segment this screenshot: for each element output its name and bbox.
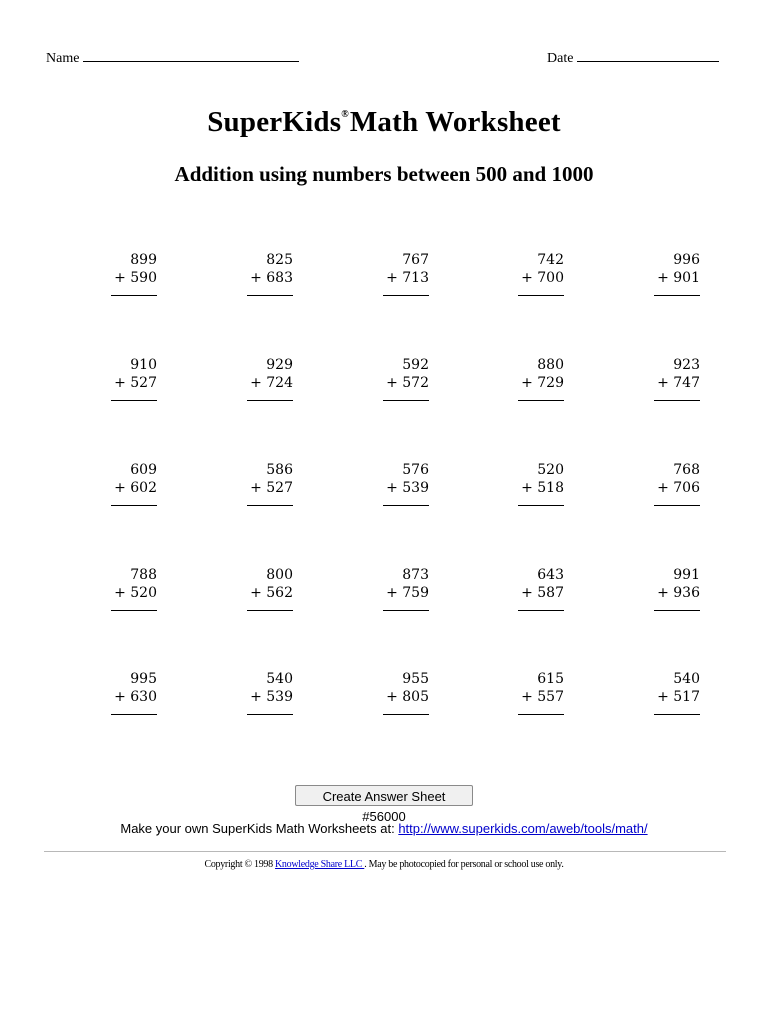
answer-line bbox=[654, 505, 700, 506]
problem-1-2 bbox=[233, 251, 293, 296]
answer-line bbox=[247, 610, 293, 611]
addend-bottom: + 562 bbox=[250, 585, 293, 601]
superkids-tools-link[interactable]: http://www.superkids.com/aweb/tools/math/ bbox=[398, 821, 648, 836]
answer-line bbox=[383, 714, 429, 715]
answer-line bbox=[111, 295, 157, 296]
addend-top: 520 bbox=[537, 462, 564, 478]
addend-top: 923 bbox=[673, 357, 700, 373]
title-brand: SuperKids bbox=[207, 106, 342, 138]
addend-bottom: + 527 bbox=[114, 375, 157, 391]
addend-top: 643 bbox=[537, 567, 564, 583]
addend-bottom: + 729 bbox=[521, 375, 564, 391]
addend-bottom: + 539 bbox=[250, 689, 293, 705]
problem-1-4 bbox=[504, 251, 564, 296]
problem-5-1 bbox=[97, 670, 157, 715]
answer-line bbox=[654, 400, 700, 401]
problem-5-3 bbox=[369, 670, 429, 715]
answer-line bbox=[111, 505, 157, 506]
problem-5-4 bbox=[504, 670, 564, 715]
answer-line bbox=[518, 714, 564, 715]
name-label: Name bbox=[46, 51, 80, 66]
addend-top: 910 bbox=[130, 357, 157, 373]
addend-bottom: + 700 bbox=[521, 270, 564, 286]
problem-2-1 bbox=[97, 356, 157, 401]
title-rest: Math Worksheet bbox=[349, 106, 561, 138]
worksheet-subtitle: Addition using numbers between 500 and 1000 bbox=[174, 162, 594, 186]
answer-line bbox=[111, 714, 157, 715]
create-answer-sheet-button[interactable]: Create Answer Sheet #56000 bbox=[295, 785, 473, 806]
name-field bbox=[46, 47, 299, 67]
problem-4-4 bbox=[504, 566, 564, 611]
addend-bottom: + 590 bbox=[114, 270, 157, 286]
addend-bottom: + 901 bbox=[657, 270, 700, 286]
answer-line bbox=[247, 505, 293, 506]
copyright-prefix: Copyright © 1998 bbox=[204, 859, 276, 870]
addend-top: 586 bbox=[266, 462, 293, 478]
worksheet-title bbox=[0, 106, 768, 139]
problem-1-1 bbox=[97, 251, 157, 296]
addend-top: 742 bbox=[537, 252, 564, 268]
answer-line bbox=[383, 400, 429, 401]
answer-line bbox=[247, 295, 293, 296]
answer-line bbox=[654, 610, 700, 611]
addend-top: 955 bbox=[402, 671, 429, 687]
date-label: Date bbox=[547, 51, 574, 66]
knowledge-share-link[interactable]: Knowledge Share LLC bbox=[275, 859, 365, 870]
addend-bottom: + 527 bbox=[250, 480, 293, 496]
registered-mark: ® bbox=[341, 109, 349, 120]
addend-top: 873 bbox=[402, 567, 429, 583]
addend-top: 991 bbox=[673, 567, 700, 583]
addend-top: 768 bbox=[673, 462, 700, 478]
addend-top: 899 bbox=[130, 252, 157, 268]
problem-2-2 bbox=[233, 356, 293, 401]
problem-2-5 bbox=[640, 356, 700, 401]
addend-top: 996 bbox=[673, 252, 700, 268]
problem-3-1 bbox=[97, 461, 157, 506]
name-blank-line bbox=[83, 47, 299, 62]
copyright-suffix: . May be photocopied for personal or school use only. bbox=[364, 859, 564, 870]
problem-5-5 bbox=[640, 670, 700, 715]
answer-line bbox=[247, 714, 293, 715]
addend-bottom: + 724 bbox=[250, 375, 293, 391]
make-own-line bbox=[0, 821, 768, 836]
problem-3-5 bbox=[640, 461, 700, 506]
addend-top: 540 bbox=[266, 671, 293, 687]
date-blank-line bbox=[577, 47, 719, 62]
problem-3-3 bbox=[369, 461, 429, 506]
copyright-notice bbox=[0, 859, 768, 870]
addend-top: 995 bbox=[130, 671, 157, 687]
addend-bottom: + 630 bbox=[114, 689, 157, 705]
problem-4-2 bbox=[233, 566, 293, 611]
addend-top: 576 bbox=[402, 462, 429, 478]
addend-bottom: + 706 bbox=[657, 480, 700, 496]
addend-top: 929 bbox=[266, 357, 293, 373]
addend-bottom: + 557 bbox=[521, 689, 564, 705]
answer-line bbox=[518, 295, 564, 296]
problem-1-3 bbox=[369, 251, 429, 296]
addend-bottom: + 759 bbox=[386, 585, 429, 601]
addend-top: 609 bbox=[130, 462, 157, 478]
problem-1-5 bbox=[640, 251, 700, 296]
addend-bottom: + 517 bbox=[657, 689, 700, 705]
addend-top: 788 bbox=[130, 567, 157, 583]
addend-bottom: + 936 bbox=[657, 585, 700, 601]
answer-line bbox=[383, 505, 429, 506]
footer-divider bbox=[44, 851, 726, 852]
problem-4-1 bbox=[97, 566, 157, 611]
answer-line bbox=[518, 505, 564, 506]
addend-top: 615 bbox=[537, 671, 564, 687]
addend-bottom: + 539 bbox=[386, 480, 429, 496]
problem-3-4 bbox=[504, 461, 564, 506]
problem-3-2 bbox=[233, 461, 293, 506]
answer-line bbox=[383, 610, 429, 611]
problem-5-2 bbox=[233, 670, 293, 715]
problem-2-3 bbox=[369, 356, 429, 401]
addend-bottom: + 602 bbox=[114, 480, 157, 496]
addend-top: 880 bbox=[537, 357, 564, 373]
addend-top: 540 bbox=[673, 671, 700, 687]
addend-top: 767 bbox=[402, 252, 429, 268]
problem-4-3 bbox=[369, 566, 429, 611]
addend-bottom: + 587 bbox=[521, 585, 564, 601]
answer-line bbox=[654, 714, 700, 715]
addend-top: 800 bbox=[266, 567, 293, 583]
addend-bottom: + 518 bbox=[521, 480, 564, 496]
answer-line bbox=[383, 295, 429, 296]
addend-bottom: + 683 bbox=[250, 270, 293, 286]
answer-line bbox=[518, 400, 564, 401]
addend-top: 825 bbox=[266, 252, 293, 268]
answer-line bbox=[111, 610, 157, 611]
addend-bottom: + 520 bbox=[114, 585, 157, 601]
answer-line bbox=[247, 400, 293, 401]
problem-2-4 bbox=[504, 356, 564, 401]
answer-line bbox=[654, 295, 700, 296]
addend-bottom: + 805 bbox=[386, 689, 429, 705]
addend-bottom: + 747 bbox=[657, 375, 700, 391]
problem-4-5 bbox=[640, 566, 700, 611]
answer-line bbox=[518, 610, 564, 611]
addend-bottom: + 713 bbox=[386, 270, 429, 286]
answer-line bbox=[111, 400, 157, 401]
date-field bbox=[547, 47, 719, 67]
addend-top: 592 bbox=[402, 357, 429, 373]
addend-bottom: + 572 bbox=[386, 375, 429, 391]
make-own-text: Make your own SuperKids Math Worksheets at: bbox=[120, 821, 399, 836]
